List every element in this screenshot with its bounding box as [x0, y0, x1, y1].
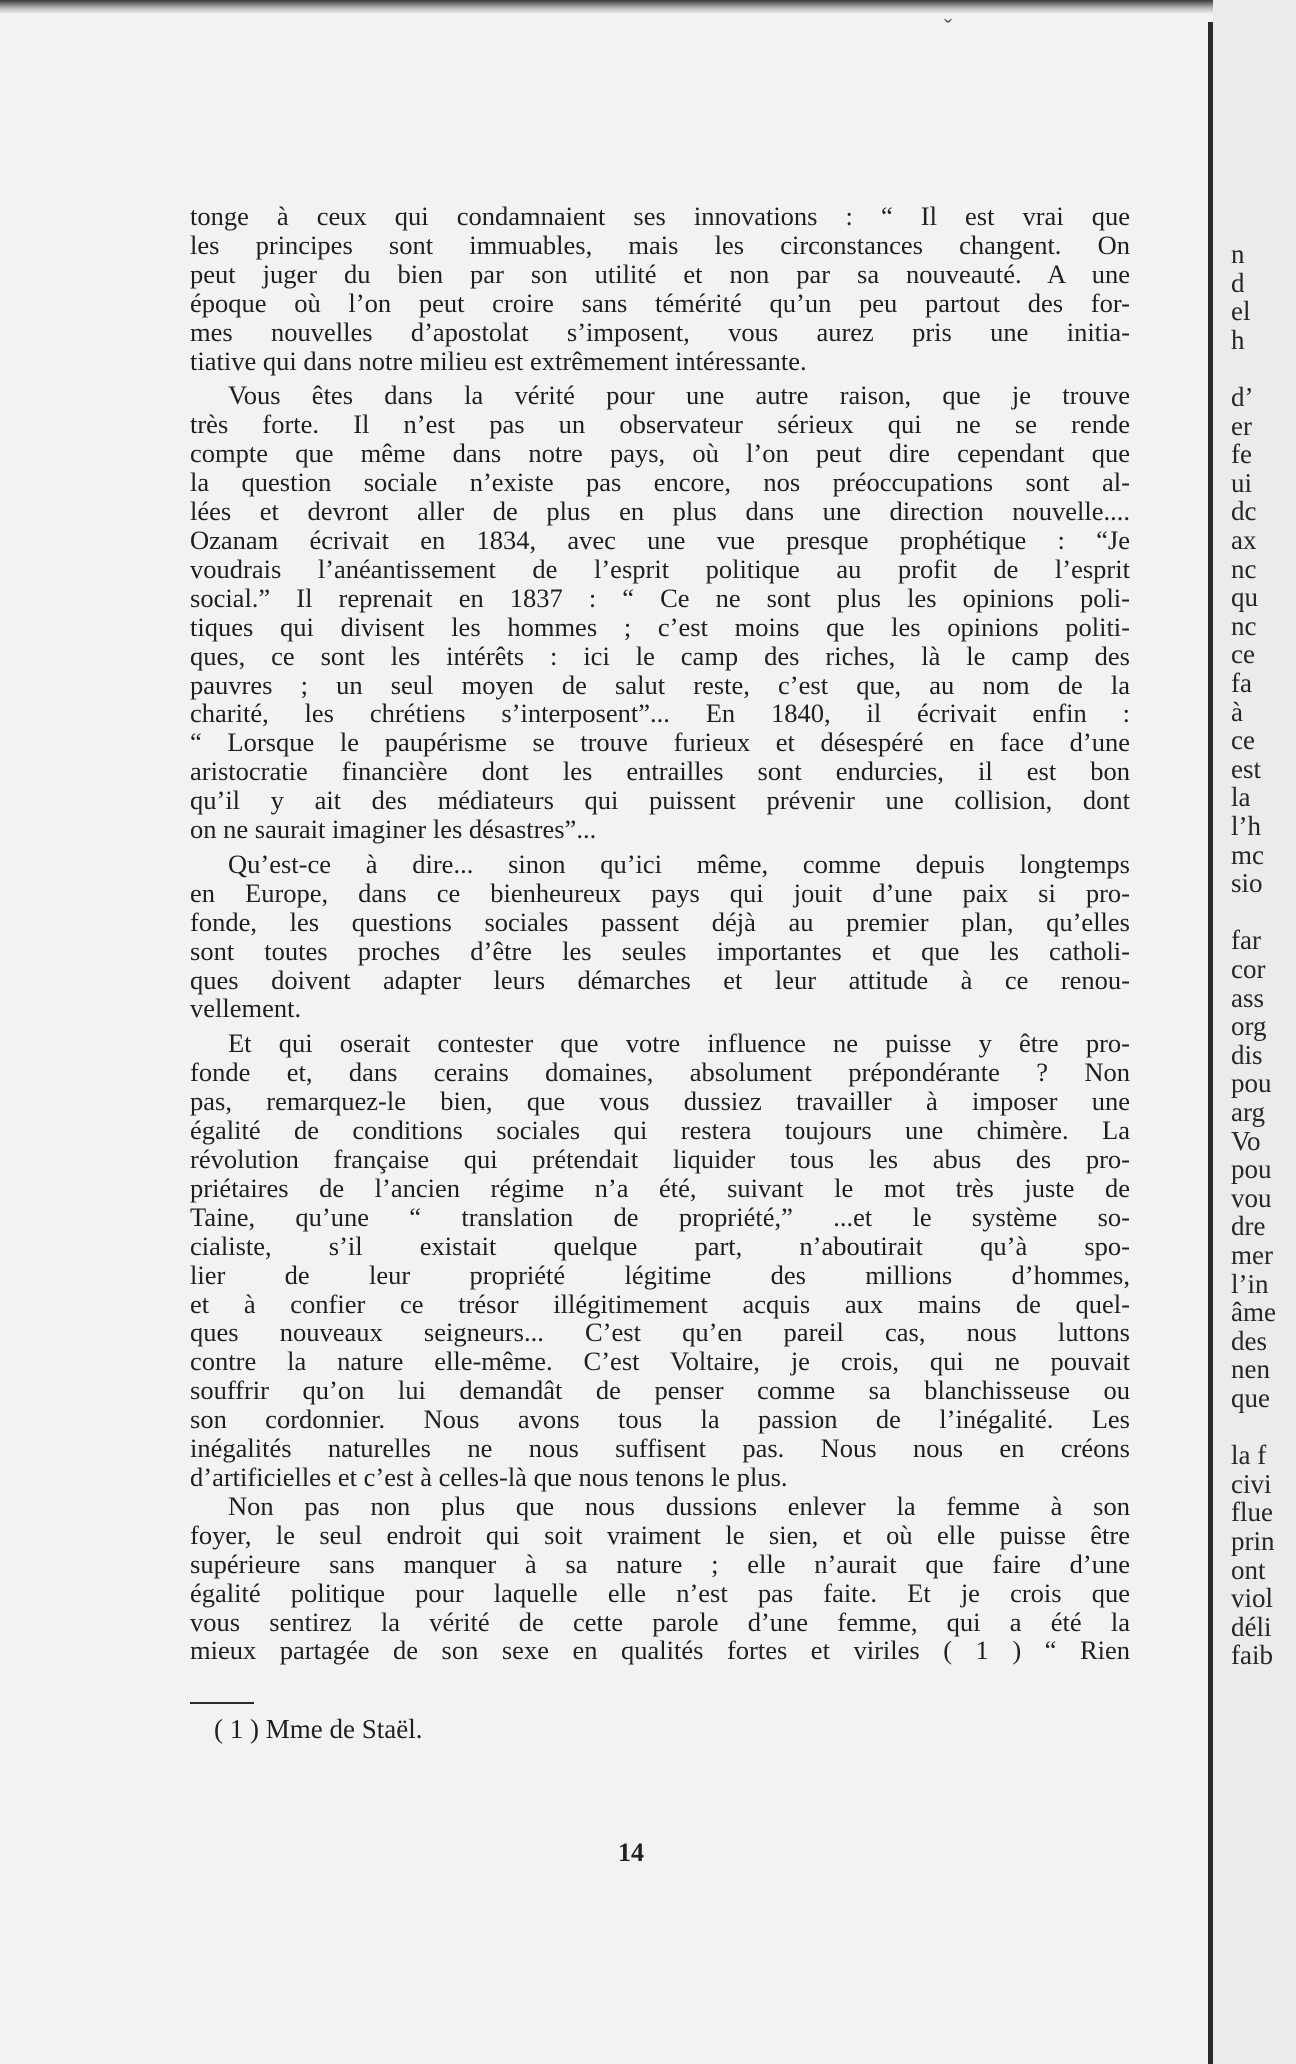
text-line: peut juger du bien par son utilité et non par sa nouveauté. A une	[190, 258, 1130, 289]
adjacent-page-text-fragment: h	[1231, 324, 1245, 355]
adjacent-page-text-fragment: ax	[1231, 525, 1257, 555]
text-line: son cordonnier. Nous avons tous la passion de l’inégalité. Les	[190, 1404, 1130, 1435]
text-line: ques nouveaux seigneurs... C’est qu’en pareil cas, nous luttons	[190, 1317, 1130, 1348]
adjacent-page-text-fragment: la	[1231, 782, 1251, 813]
adjacent-page-text-fragment: pou	[1231, 1068, 1272, 1099]
text-line: aristocratie financière dont les entrailles sont endurcies, il est bon	[190, 756, 1130, 787]
text-line: pauvres ; un seul moyen de salut reste, c’est que, au nom de la	[190, 669, 1130, 700]
adjacent-page-text-fragment: sio	[1231, 868, 1263, 899]
adjacent-page-text-fragment: dre	[1231, 1211, 1266, 1242]
text-line: fonde, les questions sociales passent déjà au premier plan, qu’elles	[190, 906, 1130, 937]
text-line: la question sociale n’existe pas encore, nos préoccupations sont al-	[190, 467, 1130, 498]
adjacent-page-text-fragment: que	[1231, 1383, 1270, 1413]
adjacent-page-text-fragment: flue	[1231, 1497, 1273, 1528]
adjacent-page-text-fragment: n	[1231, 239, 1245, 269]
text-line: Ozanam écrivait en 1834, avec une vue presque prophétique : “Je	[190, 524, 1130, 555]
text-line: époque où l’on peut croire sans témérité qu’un peu partout des for-	[190, 287, 1130, 318]
text-line: mes nouvelles d’apostolat s’imposent, vous aurez pris une initia-	[190, 316, 1130, 347]
adjacent-page-text-fragment: mer	[1231, 1240, 1273, 1270]
adjacent-page-text-fragment: arg	[1231, 1097, 1265, 1127]
text-line: foyer, le seul endroit qui soit vraiment le sien, et où elle puisse être	[190, 1519, 1130, 1550]
text-line: égalité politique pour laquelle elle n’est pas faite. Et je crois que	[190, 1577, 1130, 1608]
text-line: Non pas non plus que nous dussions enlever la femme à son	[228, 1490, 1130, 1521]
text-line: égalité de conditions sociales qui restera toujours une chimère. La	[190, 1115, 1130, 1146]
adjacent-page-text-fragment: ass	[1231, 982, 1264, 1013]
adjacent-page-text-fragment: d’	[1231, 382, 1254, 412]
text-line: d’artificielles et c’est à celles-là que nous tenons le plus.	[190, 1461, 788, 1492]
text-line: inégalités naturelles ne nous suffisent pas. Nous nous en créons	[190, 1433, 1130, 1464]
adjacent-page-text-fragment: dis	[1231, 1039, 1263, 1070]
text-line: supérieure sans manquer à sa nature ; elle n’aurait que faire d’une	[190, 1548, 1130, 1579]
text-line: lées et devront aller de plus en plus dans une direction nouvelle....	[190, 496, 1130, 527]
adjacent-page-text-fragment: cor	[1231, 954, 1266, 984]
text-line: Vous êtes dans la vérité pour une autre raison, que je trouve	[228, 380, 1130, 411]
text-line: fonde et, dans cerains domaines, absolument prépondérante ? Non	[190, 1057, 1130, 1088]
adjacent-page-text-fragment: er	[1231, 410, 1252, 441]
footnote-rule	[190, 1702, 254, 1704]
adjacent-page-text-fragment: fe	[1231, 439, 1252, 470]
adjacent-page-text-fragment: nen	[1231, 1354, 1270, 1385]
text-line: compte que même dans notre pays, où l’on peut dire cependant que	[190, 438, 1130, 469]
text-line: tiques qui divisent les hommes ; c’est moins que les opinions politi-	[190, 611, 1130, 642]
adjacent-page-text-fragment: ui	[1231, 467, 1253, 498]
adjacent-page-text-fragment: far	[1231, 925, 1261, 956]
adjacent-page-text-fragment: à	[1231, 696, 1243, 727]
text-line: lier de leur propriété légitime des millions d’hommes,	[190, 1259, 1130, 1290]
text-line: pas, remarquez-le bien, que vous dussiez travailler à imposer une	[190, 1086, 1130, 1117]
text-line: “ Lorsque le paupérisme se trouve furieux et désespéré en face d’une	[190, 727, 1130, 758]
page-top-edge	[0, 0, 1296, 14]
text-line: tonge à ceux qui condamnaient ses innovations : “ Il est vrai que	[190, 201, 1130, 231]
page-number: 14	[618, 1838, 644, 1867]
text-line: voudrais l’anéantissement de l’esprit politique au profit de l’esprit	[190, 553, 1130, 584]
text-line: vous sentirez la vérité de cette parole d’une femme, qui a été la	[190, 1606, 1130, 1637]
text-line: sont toutes proches d’être les seules importantes et que les catholi-	[190, 935, 1130, 966]
adjacent-page-text-fragment: org	[1231, 1011, 1267, 1042]
text-line: priétaires de l’ancien régime n’a été, suivant le mot très juste de	[190, 1172, 1130, 1203]
adjacent-page-text-fragment: viol	[1231, 1583, 1274, 1614]
adjacent-page-text-fragment: civi	[1231, 1468, 1272, 1499]
footnote: ( 1 ) Mme de Staël.	[214, 1714, 423, 1744]
text-line: les principes sont immuables, mais les circonstances changent. On	[190, 229, 1130, 260]
text-line: très forte. Il n’est pas un observateur sérieux qui ne se rende	[190, 409, 1130, 440]
adjacent-page-text-fragment: qu	[1231, 582, 1258, 613]
adjacent-page-text-fragment: l’in	[1231, 1268, 1269, 1299]
text-line: et à confier ce trésor illégitimement acquis aux mains de quel-	[190, 1288, 1130, 1319]
adjacent-page-text-fragment: âme	[1231, 1297, 1276, 1328]
adjacent-page-text-fragment: Vo	[1231, 1125, 1261, 1156]
adjacent-page-text-fragment: déli	[1231, 1611, 1272, 1642]
text-line: Qu’est-ce à dire... sinon qu’ici même, comme depuis longtemps	[228, 848, 1130, 879]
text-line: en Europe, dans ce bienheureux pays qui jouit d’une paix si pro-	[190, 877, 1130, 908]
text-line: contre la nature elle-même. C’est Voltaire, je crois, qui ne pouvait	[190, 1346, 1130, 1377]
adjacent-page-text-fragment: ce	[1231, 639, 1255, 670]
adjacent-page-text-fragment: des	[1231, 1325, 1267, 1356]
text-line: tiative qui dans notre milieu est extrêmement intéressante.	[190, 345, 807, 376]
adjacent-page-text-fragment: d	[1231, 267, 1245, 298]
text-line: Taine, qu’une “ translation de propriété,” ...et le système so-	[190, 1201, 1130, 1232]
adjacent-page-text-fragment: ont	[1231, 1554, 1266, 1585]
adjacent-page-text-fragment: vou	[1231, 1182, 1272, 1213]
text-line: ques, ce sont les intérêts : ici le camp des riches, là le camp des	[190, 640, 1130, 671]
ink-smudge: ˇ	[944, 16, 952, 42]
adjacent-page-text-fragment: faib	[1231, 1640, 1273, 1671]
text-line: révolution française qui prétendait liquider tous les abus des pro-	[190, 1144, 1130, 1174]
text-line: mieux partagée de son sexe en qualités fortes et viriles ( 1 ) “ Rien	[190, 1635, 1130, 1666]
adjacent-page-text-fragment: dc	[1231, 496, 1257, 527]
adjacent-page-text-fragment: el	[1231, 296, 1251, 327]
text-line: ques doivent adapter leurs démarches et leur attitude à ce renou-	[190, 964, 1130, 995]
adjacent-page-text-fragment: nc	[1231, 553, 1257, 584]
adjacent-page-text-fragment: l’h	[1231, 811, 1261, 841]
text-line: on ne saurait imaginer les désastres”...	[190, 814, 597, 845]
adjacent-page-text-fragment: prin	[1231, 1526, 1275, 1556]
adjacent-page-text-fragment: nc	[1231, 610, 1257, 641]
text-line: Et qui oserait contester que votre influence ne puisse y être pro-	[228, 1028, 1130, 1059]
body-text	[190, 202, 1130, 1665]
adjacent-page-text-fragment: pou	[1231, 1154, 1272, 1185]
adjacent-page-text-fragment: fa	[1231, 668, 1252, 698]
text-line: social.” Il reprenait en 1837 : “ Ce ne sont plus les opinions poli-	[190, 582, 1130, 613]
adjacent-page-fragment	[1213, 0, 1296, 2064]
text-line: charité, les chrétiens s’interposent”... En 1840, il écrivait enfin :	[190, 698, 1130, 729]
text-line: cialiste, s’il existait quelque part, n’aboutirait qu’à spo-	[190, 1230, 1130, 1261]
text-line: qu’il y ait des médiateurs qui puissent prévenir une collision, dont	[190, 785, 1130, 816]
adjacent-page-text-fragment: mc	[1231, 839, 1264, 870]
adjacent-page-text-fragment: ce	[1231, 725, 1255, 756]
adjacent-page-text-fragment: la f	[1231, 1440, 1267, 1471]
text-line: souffrir qu’on lui demandât de penser comme sa blanchisseuse ou	[190, 1375, 1130, 1406]
adjacent-page-text-fragment: est	[1231, 753, 1261, 784]
text-line: vellement.	[190, 993, 302, 1024]
